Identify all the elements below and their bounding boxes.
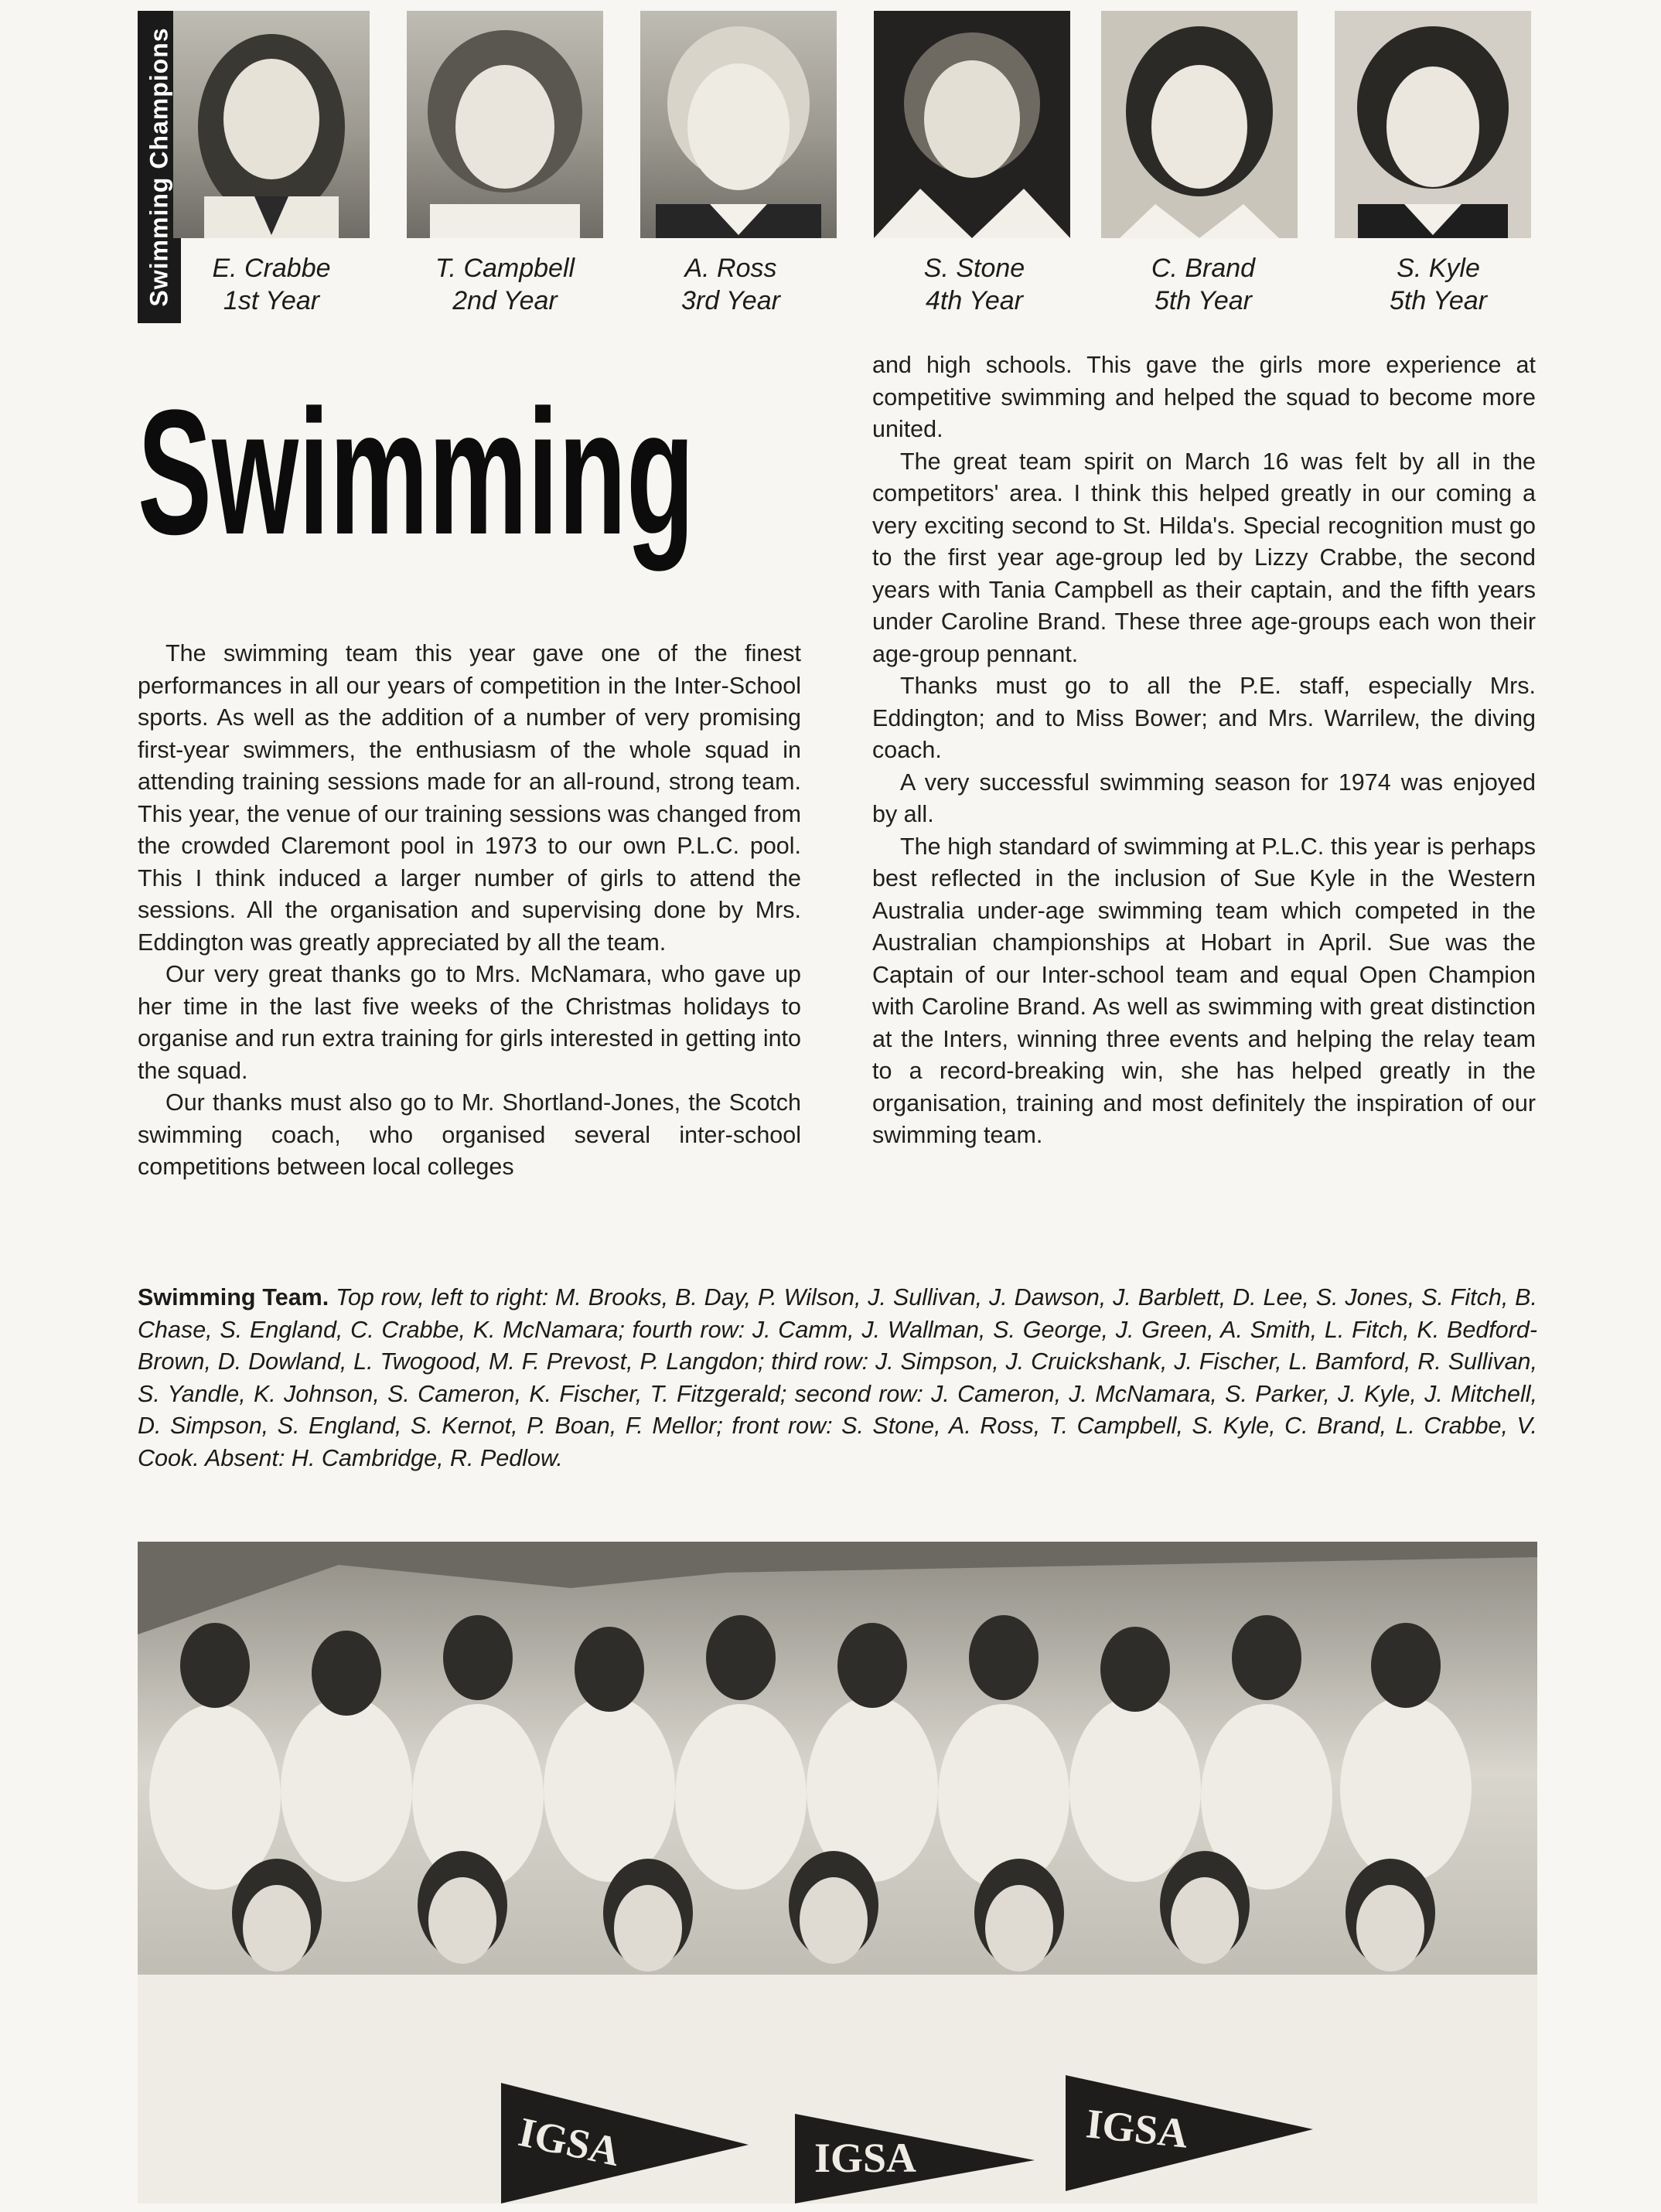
team-caption-text: Top row, left to right: M. Brooks, B. Day, P. Wilson, J. Sullivan, J. Dawson, J. Barblett, D. Lee, S. Jones, S. Fitch, B. Chase, S. England, C. Crabbe, K. McNamara; fourth row: J. Camm, J. Wallman, S. George, J. Green, A. Smith, L. Fitch, K. Bedford-Brown, D. Dowland, L. Twogood, M. F. Prevost, P. Langdon; third row: J. Simpson, J. Cruickshank, J. Fischer, L. Bamford, R. Sullivan, S. Yandle, K. Johnson, S. Cameron, K. Fischer, T. Fitzgerald; second row: J. Cameron, J. McNamara, S. Parker, J. Kyle, J. Mitchell, D. Simpson, S. England, S. Kernot, P. Boan, F. Mellor; front row: S. Stone, A. Ross, T. Campbell, S. Kyle, C. Brand, L. Crabbe, V. Cook. Absent: H. Cambridge, R. Pedlow. [138, 1284, 1537, 1471]
article-paragraph: The high standard of swimming at P.L.C. this year is perhaps best reflected in the inclusion of Sue Kyle in the Western Australia under-age swimming team which competed in the Australian championships at Hobart in April. Sue was the Captain of our Inter-school team and equal Open Champion with Caroline Brand. As well as swimming with great distinction at the Inters, winning three events and helping the relay team to a record-breaking win, she has helped greatly in the organisation, training and most definitely the inspiration of our swimming team. [872, 833, 1536, 1148]
article-paragraph: Our very great thanks go to Mrs. McNamara, who gave up her time in the last five weeks of the Christmas holidays to organise and run extra training for girls interested in getting into the squad. [138, 961, 801, 1084]
team-photo-caption [138, 1282, 1537, 1474]
article-column-2 [872, 349, 1536, 1152]
portrait-photo-1 [173, 11, 370, 238]
article-paragraph: Our thanks must also go to Mr. Shortland-Jones, the Scotch swimming coach, who organised several inter-school competitions between local colleges [138, 1089, 801, 1180]
champion-name: C. Brand [1151, 254, 1256, 283]
portrait-photo-2 [407, 11, 603, 238]
portrait-photo-4 [874, 11, 1070, 238]
portrait-photo-6 [1335, 11, 1531, 238]
champion-year: 5th Year [1389, 286, 1488, 315]
article-paragraph: The swimming team this year gave one of the finest performances in all our years of competition in the Inter-School sports. As well as the addition of a number of very promising first-year swimmers, the enthusiasm of the whole squad in attending training sessions made for an all-round, strong team. This year, the venue of our training sessions was changed from the crowded Claremont pool in 1973 to our own P.L.C. pool. This I think induced a larger number of girls to attend the sessions. All the organisation and supervising done by Mrs. Eddington was greatly appreciated by all the team. [138, 640, 801, 956]
champion-caption-5 [1087, 252, 1319, 317]
article-paragraph: and high schools. This gave the girls more experience at competitive swimming and helped the squad to become more united. [872, 352, 1536, 442]
article-paragraph: A very successful swimming season for 1974 was enjoyed by all. [872, 769, 1536, 827]
team-caption-label: Swimming Team. [138, 1284, 329, 1310]
champion-year: 4th Year [925, 286, 1024, 315]
article-paragraph: The great team spirit on March 16 was felt by all in the competitors' area. I think this helped greatly in our coming a very exciting second to St. Hilda's. Special recognition must go to the first year age-group led by Lizzy Crabbe, the second years with Tania Campbell as their captain, and the fifth years under Caroline Brand. These three age-groups each won their age-group pennant. [872, 448, 1536, 667]
champion-caption-4 [858, 252, 1090, 317]
champion-name: T. Campbell [435, 254, 575, 283]
champion-name: E. Crabbe [212, 254, 331, 283]
pennant-label-3: IGSA [1083, 2100, 1191, 2157]
pennant-label-1: IGSA [514, 2108, 625, 2176]
champion-year: 2nd Year [452, 286, 558, 315]
champion-caption-1 [155, 252, 387, 317]
champion-name: S. Kyle [1397, 254, 1480, 283]
champion-caption-6 [1322, 252, 1554, 317]
champion-name: A. Ross [684, 254, 777, 283]
champion-year: 1st Year [223, 286, 320, 315]
champion-caption-2 [389, 252, 621, 317]
swimming-champions-label: Swimming Champions [145, 27, 173, 307]
champion-year: 3rd Year [681, 286, 780, 315]
portrait-photo-3 [640, 11, 837, 238]
headline-text: Swimming [138, 373, 694, 571]
champion-year: 5th Year [1154, 286, 1253, 315]
champion-caption-3 [615, 252, 847, 317]
article-headline [138, 371, 725, 626]
portrait-photo-5 [1101, 11, 1298, 238]
pennant-label-2: IGSA [814, 2135, 917, 2181]
article-paragraph: Thanks must go to all the P.E. staff, especially Mrs. Eddington; and to Miss Bower; and Mrs. Warrilew, the diving coach. [872, 673, 1536, 763]
champion-name: S. Stone [923, 254, 1025, 283]
article-column-1 [138, 638, 801, 1184]
swimming-team-group-photo [138, 1542, 1537, 2203]
